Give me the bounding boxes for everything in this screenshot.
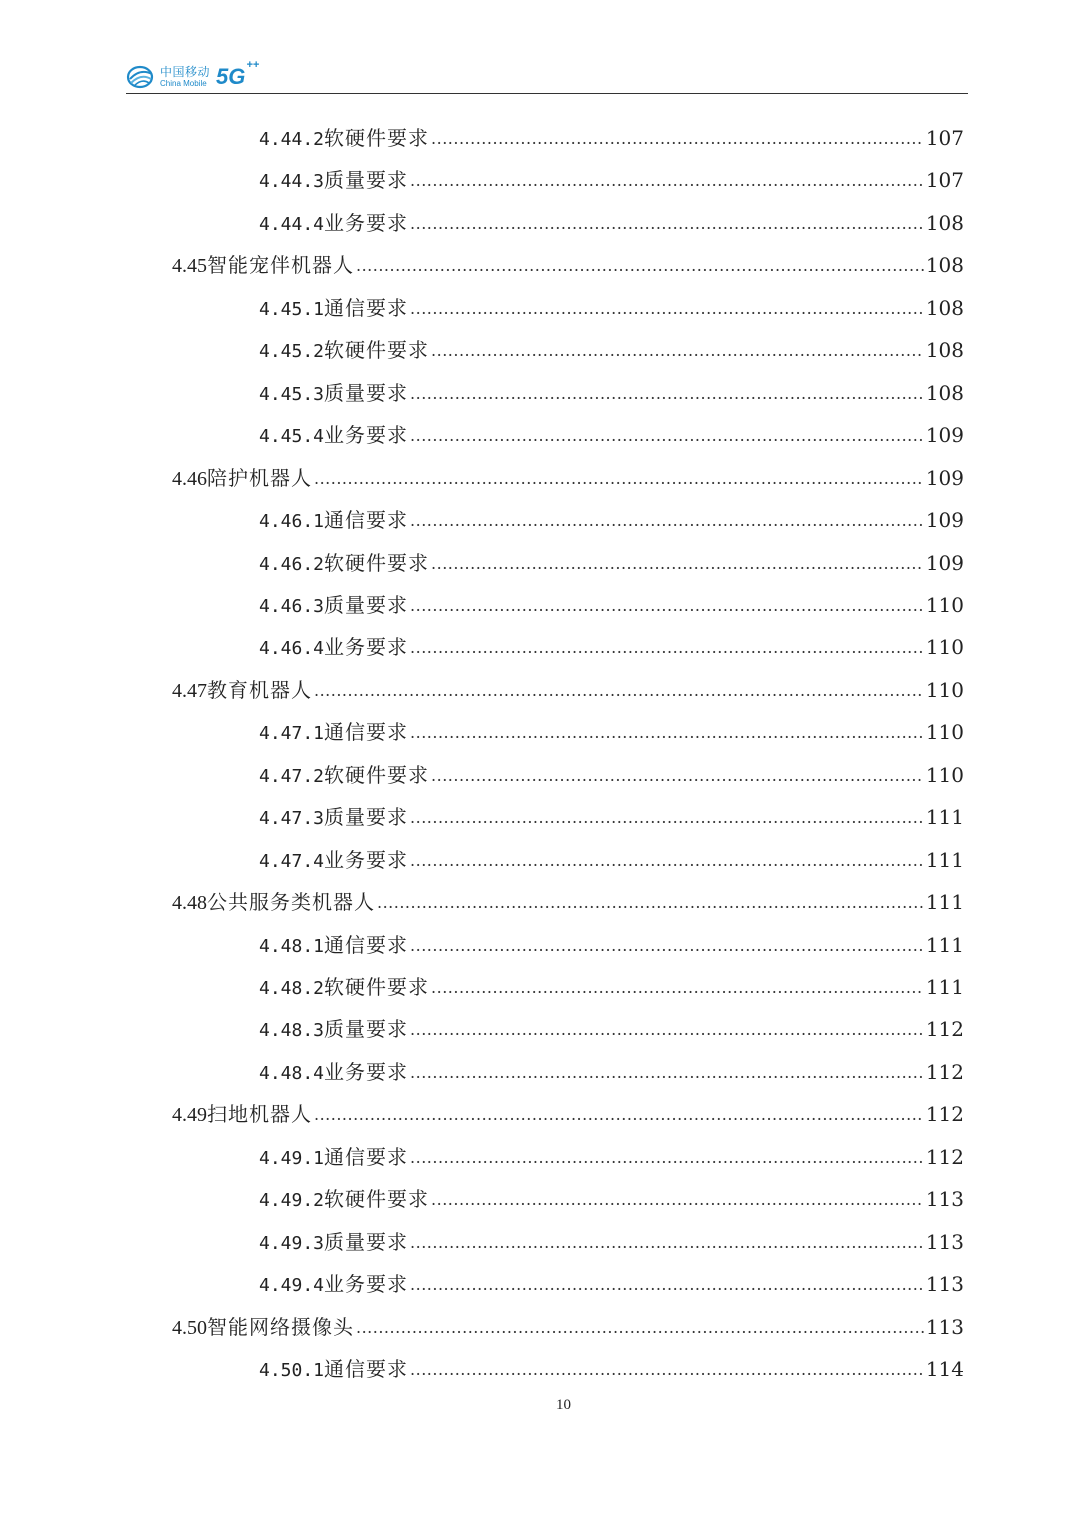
toc-entry[interactable] <box>259 123 964 153</box>
toc-entry-title: 业务要求 <box>324 1272 409 1297</box>
toc-entry-title: 通信要求 <box>324 1144 409 1169</box>
toc-entry[interactable] <box>259 590 964 620</box>
toc-entry-number: 4.47.4 <box>259 850 325 872</box>
toc-entry[interactable] <box>259 1184 964 1214</box>
toc-dot-leader <box>314 1098 924 1130</box>
toc-entry[interactable] <box>172 887 964 917</box>
toc-entry-number: 4.44.2 <box>259 129 325 150</box>
toc-entry-title: 通信要求 <box>324 508 409 533</box>
toc-entry-title: 陪护机器人 <box>207 465 312 490</box>
toc-entry-page: 107 <box>925 126 964 150</box>
toc-entry[interactable] <box>259 845 964 875</box>
toc-entry[interactable] <box>259 505 964 535</box>
toc-entry[interactable] <box>259 717 964 747</box>
toc-entry-number: 4.46.1 <box>259 511 325 533</box>
toc-entry-title: 扫地机器人 <box>207 1102 312 1127</box>
logo-wordmark <box>160 66 210 88</box>
toc-entry-number: 4.44.4 <box>259 213 325 235</box>
toc-entry-number: 4.49.2 <box>259 1190 325 1212</box>
toc-dot-leader <box>410 631 924 663</box>
toc-entry-title: 软硬件要求 <box>324 975 430 999</box>
toc-entry-number: 4.48.2 <box>259 978 325 999</box>
toc-entry[interactable] <box>259 208 964 238</box>
toc-entry-page: 109 <box>925 550 964 575</box>
toc-entry-page: 114 <box>925 1357 964 1382</box>
toc-entry-page: 110 <box>925 677 964 702</box>
toc-entry[interactable] <box>259 632 964 662</box>
logo-cn-text: 中国移动 <box>160 65 211 79</box>
toc-dot-leader <box>356 249 924 281</box>
toc-dot-leader <box>410 801 924 833</box>
toc-entry-title: 教育机器人 <box>207 677 312 702</box>
toc-entry-page: 111 <box>925 847 964 872</box>
toc-entry-page: 110 <box>925 635 964 660</box>
header-divider <box>126 93 968 94</box>
toc-entry-number: 4.46.4 <box>259 638 325 660</box>
toc-dot-leader <box>377 886 924 918</box>
toc-entry-page: 112 <box>925 1017 964 1042</box>
toc-entry-title: 业务要求 <box>324 423 409 448</box>
toc-entry[interactable] <box>172 1312 964 1342</box>
toc-entry-number: 4.48.3 <box>259 1020 325 1042</box>
logo-5g-plus: ++ <box>246 58 260 71</box>
toc-entry-page: 112 <box>925 1102 964 1127</box>
toc-dot-leader <box>410 716 924 748</box>
toc-entry[interactable] <box>259 378 964 408</box>
toc-entry-title: 质量要求 <box>324 805 409 830</box>
toc-entry-title: 通信要求 <box>324 295 409 320</box>
toc-dot-leader <box>356 1311 924 1343</box>
toc-dot-leader <box>314 462 924 494</box>
toc-entry-title: 质量要求 <box>324 1229 409 1254</box>
toc-entry-page: 107 <box>925 168 964 193</box>
toc-entry-number: 4.49 <box>172 1104 207 1127</box>
toc-dot-leader <box>410 377 924 409</box>
toc-entry-number: 4.45.4 <box>259 426 325 448</box>
toc-dot-leader <box>410 1226 924 1258</box>
toc-entry[interactable] <box>259 972 964 1002</box>
logo-en-text: China Mobile <box>160 79 207 88</box>
toc-dot-leader <box>431 122 924 154</box>
toc-entry-number: 4.47.3 <box>259 808 325 830</box>
toc-entry-title: 质量要求 <box>324 168 409 193</box>
toc-dot-leader <box>410 419 924 451</box>
toc-dot-leader <box>431 1183 924 1215</box>
toc-entry[interactable] <box>172 675 964 705</box>
toc-entry[interactable] <box>172 463 964 493</box>
toc-entry[interactable] <box>259 1269 964 1299</box>
toc-entry-title: 软硬件要求 <box>324 762 430 787</box>
toc-entry[interactable] <box>259 1057 964 1087</box>
toc-entry-page: 108 <box>925 338 964 363</box>
toc-entry-title: 质量要求 <box>324 592 409 617</box>
toc-entry-number: 4.49.1 <box>259 1147 325 1169</box>
toc-entry-title: 业务要求 <box>324 1059 409 1084</box>
toc-entry-number: 4.47.2 <box>259 765 325 787</box>
toc-dot-leader <box>410 292 924 324</box>
toc-entry-page: 110 <box>925 592 964 617</box>
toc-entry[interactable] <box>259 548 964 578</box>
toc-entry-title: 智能网络摄像头 <box>207 1314 354 1339</box>
toc-dot-leader <box>431 547 924 579</box>
toc-entry-title: 软硬件要求 <box>324 126 430 150</box>
toc-entry-page: 108 <box>925 210 964 235</box>
toc-entry-number: 4.49.3 <box>259 1232 325 1254</box>
toc-entry[interactable] <box>259 802 964 832</box>
toc-dot-leader <box>431 759 924 791</box>
toc-entry[interactable] <box>259 293 964 323</box>
toc-entry-title: 智能宠伴机器人 <box>207 253 354 278</box>
toc-entry-number: 4.45 <box>172 255 207 278</box>
toc-entry-page: 112 <box>925 1144 964 1169</box>
china-mobile-swirl-icon <box>126 64 156 90</box>
toc-entry-title: 业务要求 <box>324 847 409 872</box>
toc-entry-title: 软硬件要求 <box>324 1187 430 1212</box>
toc-entry-number: 4.46 <box>172 467 207 490</box>
toc-dot-leader <box>431 971 924 1003</box>
toc-dot-leader <box>410 589 924 621</box>
toc-dot-leader <box>410 207 924 239</box>
toc-entry-title: 业务要求 <box>324 635 409 660</box>
toc-dot-leader <box>410 1268 924 1300</box>
page-number: 10 <box>556 1397 571 1413</box>
toc-dot-leader <box>410 504 924 536</box>
toc-entry-page: 113 <box>925 1314 964 1339</box>
toc-entry-title: 通信要求 <box>324 1357 409 1382</box>
logo-5g-text: 5G <box>216 64 246 89</box>
toc-entry-title: 通信要求 <box>324 720 409 745</box>
toc-entry-title: 通信要求 <box>324 932 409 957</box>
logo-5g-mark <box>216 58 260 90</box>
toc-entry[interactable] <box>172 1099 964 1129</box>
toc-entry[interactable] <box>259 1354 964 1384</box>
toc-dot-leader <box>410 1141 924 1173</box>
toc-entry[interactable] <box>259 165 964 195</box>
toc-entry[interactable] <box>259 1227 964 1257</box>
toc-entry-title: 软硬件要求 <box>324 338 430 363</box>
toc-entry-page: 109 <box>925 465 964 490</box>
toc-dot-leader <box>410 1013 924 1045</box>
toc-entry-page: 111 <box>925 975 964 999</box>
toc-entry-title: 公共服务类机器人 <box>207 890 375 915</box>
toc-entry-page: 113 <box>925 1272 964 1297</box>
toc-entry-page: 109 <box>925 423 964 448</box>
china-mobile-logo <box>126 60 259 94</box>
toc-entry-number: 4.45.1 <box>259 298 325 320</box>
toc-entry[interactable] <box>172 250 964 280</box>
toc-entry-number: 4.45.2 <box>259 341 325 363</box>
toc-entry-number: 4.46.3 <box>259 595 325 617</box>
toc-entry-number: 4.48.4 <box>259 1062 325 1084</box>
toc-entry[interactable] <box>259 930 964 960</box>
toc-entry[interactable] <box>259 1014 964 1044</box>
toc-entry-page: 111 <box>925 805 964 830</box>
toc-entry-page: 112 <box>925 1059 964 1084</box>
toc-entry-title: 软硬件要求 <box>324 550 430 575</box>
toc-entry-page: 109 <box>925 508 964 533</box>
toc-entry-page: 108 <box>925 253 964 278</box>
toc-entry-page: 108 <box>925 380 964 405</box>
toc-entry-page: 110 <box>925 762 964 787</box>
toc-entry-number: 4.47.1 <box>259 723 325 745</box>
page-header <box>126 58 968 94</box>
toc-entry[interactable] <box>259 1142 964 1172</box>
toc-entry-number: 4.50 <box>172 1316 207 1339</box>
toc-entry-number: 4.48 <box>172 892 207 915</box>
toc-entry-title: 质量要求 <box>324 380 409 405</box>
toc-dot-leader <box>314 674 924 706</box>
toc-entry-number: 4.48.1 <box>259 935 325 957</box>
toc-dot-leader <box>410 1056 924 1088</box>
toc-entry[interactable] <box>259 335 964 365</box>
toc-entry-title: 业务要求 <box>324 210 409 235</box>
toc-dot-leader <box>410 1353 924 1385</box>
toc-entry-page: 113 <box>925 1187 964 1212</box>
toc-entry-page: 108 <box>925 295 964 320</box>
toc-entry[interactable] <box>259 760 964 790</box>
toc-entry-page: 110 <box>925 720 964 745</box>
toc-dot-leader <box>410 164 924 196</box>
toc-dot-leader <box>431 334 924 366</box>
toc-entry-title: 质量要求 <box>324 1017 409 1042</box>
toc-entry[interactable] <box>259 420 964 450</box>
toc-entry-number: 4.44.3 <box>259 171 325 193</box>
toc-entry-page: 111 <box>925 890 964 915</box>
toc-entry-page: 113 <box>925 1229 964 1254</box>
toc-entry-number: 4.49.4 <box>259 1275 325 1297</box>
toc-dot-leader <box>410 929 924 961</box>
toc-entry-number: 4.45.3 <box>259 383 325 405</box>
toc-entry-number: 4.46.2 <box>259 553 325 575</box>
toc-entry-number: 4.47 <box>172 679 207 702</box>
toc-entry-number: 4.50.1 <box>259 1360 325 1382</box>
toc-dot-leader <box>410 844 924 876</box>
toc-entry-page: 111 <box>925 932 964 957</box>
